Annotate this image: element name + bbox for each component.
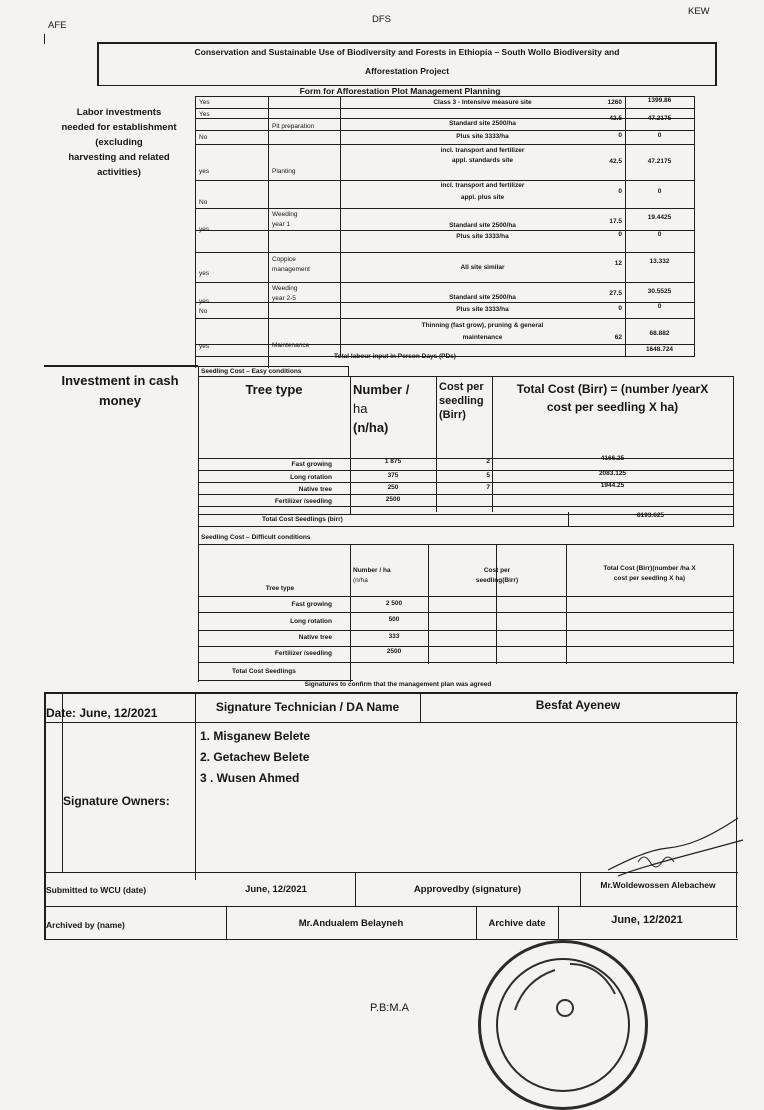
difficult-row-number: 2500 [386, 648, 402, 655]
labor-desc: Standard site 2500/ha [449, 294, 516, 301]
cash-section-label: Investment in cash money [61, 373, 179, 408]
easy-row-total: 1944.25 [600, 482, 625, 489]
header-tag-center: DFS [372, 14, 391, 25]
easy-total-label: Total Cost Seedlings (birr) [262, 516, 343, 523]
labor-value: 0 [657, 188, 662, 195]
labor-value: 0 [657, 231, 662, 238]
labor-yn: yes [199, 270, 210, 277]
labor-qty: 0 [618, 305, 622, 312]
labor-qty: 1260 [607, 99, 622, 106]
labor-total-label: Total labour input in Person Days (PDs) [334, 353, 456, 360]
easy-row-total: 2083.125 [598, 470, 627, 477]
labor-desc: incl. transport and fertilizer appl. standards site [440, 147, 525, 164]
technician-name: Besfat Ayenew [535, 698, 621, 712]
labor-qty: 62 [614, 334, 622, 341]
easy-row-number: 2500 [385, 496, 401, 503]
labor-desc: incl. transport and fertilizer appl. plus site [440, 182, 525, 201]
labor-qty: 0 [618, 132, 622, 139]
easy-row-type: Native tree [298, 486, 332, 493]
labor-yn: yes [199, 226, 210, 233]
labor-yn: Yes [199, 99, 210, 106]
labor-yn: No [199, 308, 208, 315]
easy-row-total: 4166.25 [600, 455, 625, 462]
labor-yn: No [199, 199, 208, 206]
labor-value: 0 [657, 303, 662, 310]
labor-yn: yes [199, 298, 210, 305]
labor-value: 13.332 [649, 258, 670, 265]
difficult-col-total: Total Cost (Birr)(number /ha X cost per seedling X ha) [603, 565, 696, 582]
labor-desc: Standard site 2500/ha [449, 120, 516, 127]
easy-row-type: Fertilizer /seedling [274, 498, 332, 505]
difficult-row-number: 333 [388, 633, 400, 640]
approved-label: Approvedby (signature) [413, 884, 522, 895]
easy-row-number: 375 [387, 472, 399, 479]
date-label: Date: June, 12/2021 [46, 706, 158, 720]
owners-list: 1. Misganew Belete 2. Getachew Belete 3 . Wusen Ahmed [200, 729, 311, 785]
difficult-col-tree: Tree type [265, 585, 295, 592]
easy-col-total: Total Cost (Birr) = (number /yearX cost per seedling X ha) [516, 382, 709, 414]
labor-qty: 0 [618, 188, 622, 195]
submitted-date: June, 12/2021 [245, 884, 307, 895]
labor-activity: Weeding year 1 [272, 211, 298, 228]
labor-desc: Standard site 2500/ha [449, 222, 516, 229]
labor-qty: 12 [614, 260, 622, 267]
labor-yn: yes [199, 168, 210, 175]
easy-heading: Seedling Cost – Easy conditions [201, 368, 302, 375]
archive-date-label: Archive date [488, 918, 546, 929]
approved-name: Mr.Woldewossen Alebachew [600, 880, 716, 890]
labor-qty: 0 [618, 231, 622, 238]
difficult-row-type: Fast growing [291, 601, 332, 608]
difficult-row-type: Fertilizer /seedling [274, 650, 332, 657]
labor-section-label: Labor investments needed for establishment (excluding harvesting and related activities) [61, 107, 177, 178]
labor-desc: Plus site 3333/ha [456, 233, 509, 240]
difficult-row-type: Native tree [298, 634, 332, 641]
easy-row-number: 1 875 [384, 458, 402, 465]
labor-yn: Yes [199, 111, 210, 118]
header-tag-right: KEW [688, 6, 710, 17]
difficult-total-label: Total Cost Seedlings [232, 668, 296, 675]
easy-row-cost: 5 [486, 472, 490, 479]
technician-label: Signature Technician / DA Name [215, 700, 400, 714]
difficult-row-number: 500 [388, 616, 400, 623]
submitted-label: Submitted to WCU (date) [46, 885, 147, 895]
difficult-col-cost: Cost per seedling(Birr) [475, 567, 519, 584]
easy-col-tree: Tree type [245, 382, 303, 397]
difficult-col-number: Number / ha (n/ha [353, 567, 391, 584]
easy-row-cost: 7 [486, 484, 490, 491]
document-title: Conservation and Sustainable Use of Biodiversity and Forests in Ethiopia – South Wollo Biodiversity and [194, 47, 620, 57]
labor-yn: yes [199, 343, 210, 350]
easy-row-number: 250 [387, 484, 399, 491]
labor-qty: 17.5 [609, 218, 622, 225]
labor-value: 19.4425 [647, 214, 672, 221]
labor-desc: Class 3 - Intensive measure site [433, 99, 532, 106]
document-subtitle: Afforestation Project [364, 66, 450, 76]
labor-qty: 42.5 [609, 115, 622, 122]
difficult-heading: Seedling Cost – Difficult conditions [201, 534, 311, 541]
labor-desc: Thinning (fast grow), pruning & general maintenance [421, 322, 544, 341]
labor-yn: No [199, 134, 208, 141]
easy-total-value: 8193.625 [636, 512, 665, 519]
difficult-row-type: Long rotation [290, 618, 332, 625]
easy-row-type: Long rotation [290, 474, 332, 481]
archive-date: June, 12/2021 [611, 914, 683, 926]
labor-activity: Weeding year 2-5 [272, 285, 298, 302]
form-title: Form for Afforestation Plot Management Planning [299, 86, 501, 96]
labor-activity: Planting [272, 168, 296, 175]
labor-qty: 42.5 [609, 158, 622, 165]
labor-value: 47.2175 [647, 158, 672, 165]
easy-col-number: Number / ha (n/ha) [353, 382, 410, 435]
signatures-heading: Signatures to confirm that the management plan was agreed [304, 681, 492, 688]
labor-value: 30.5525 [647, 288, 672, 295]
labor-activity: Pit preparation [272, 123, 315, 130]
easy-col-cost: Cost per seedling (Birr) [439, 381, 484, 421]
signature-scribble [598, 810, 748, 880]
labor-total-value: 1648.724 [645, 346, 674, 353]
difficult-row-number: 2 500 [385, 600, 403, 607]
labor-value: 68.882 [649, 330, 670, 337]
labor-desc: All site similar [460, 264, 505, 271]
seal-marks [500, 950, 630, 1024]
footer-initials: P.B:M.A [370, 1002, 409, 1014]
owners-label: Signature Owners: [63, 794, 170, 808]
labor-activity: Coppice management [272, 256, 310, 273]
easy-row-type: Fast growing [291, 461, 332, 468]
easy-row-cost: 2 [486, 458, 490, 465]
labor-value: 47.2175 [647, 115, 672, 122]
labor-value: 0 [657, 132, 662, 139]
archived-name: Mr.Andualem Belayneh [298, 918, 404, 929]
archived-label: Archived by (name) [46, 920, 125, 930]
labor-desc: Plus site 3333/ha [456, 133, 509, 140]
header-tag-left: AFE [48, 20, 67, 31]
labor-qty: 27.5 [609, 290, 622, 297]
labor-value: 1399.86 [647, 97, 672, 104]
labor-activity: Maintenance [272, 342, 310, 349]
labor-desc: Plus site 3333/ha [456, 306, 509, 313]
